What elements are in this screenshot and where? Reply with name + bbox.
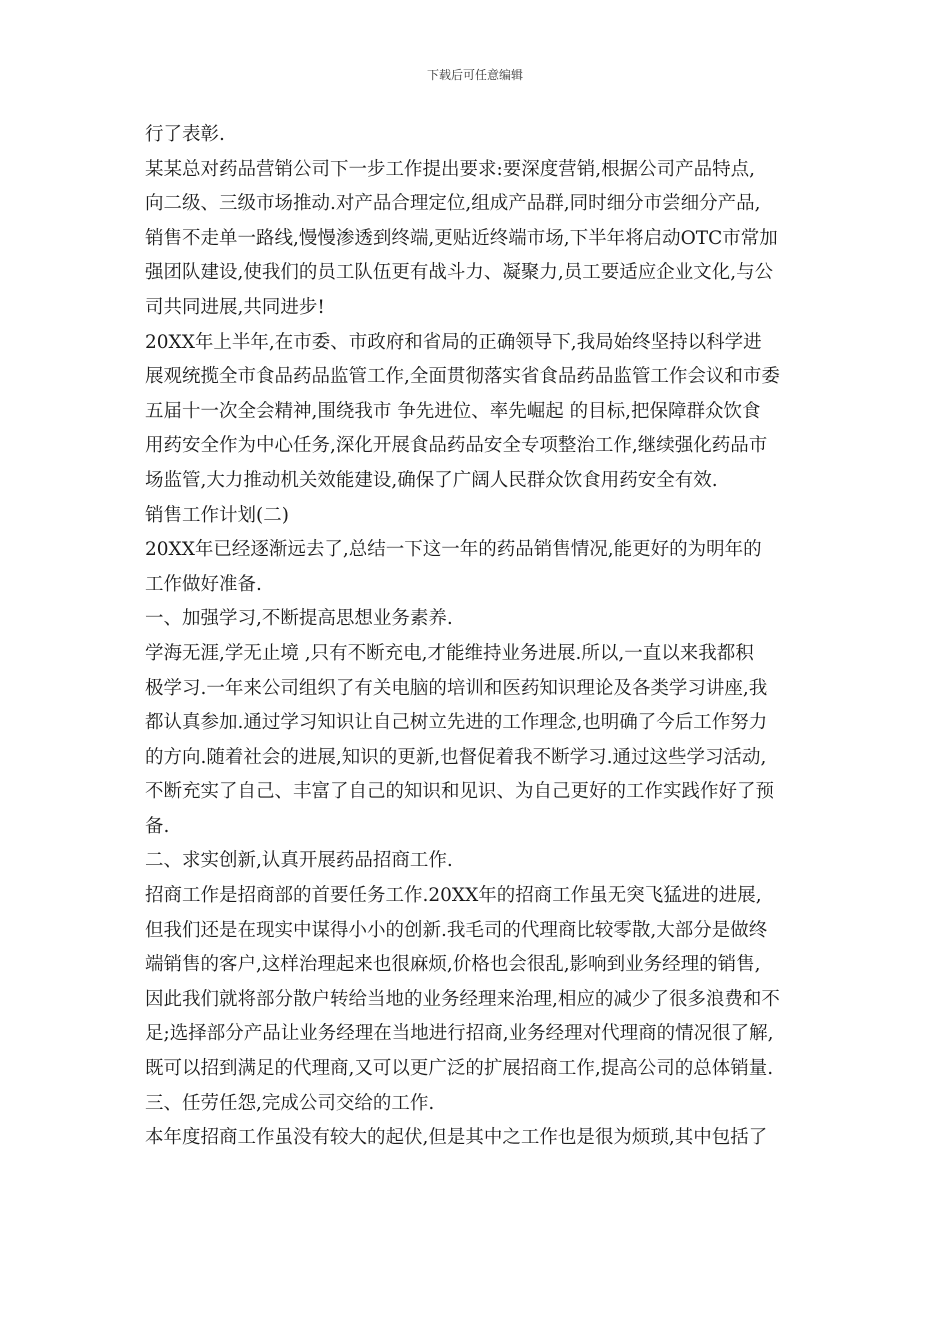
text-line: 但我们还是在现实中谋得小小的创新.我毛司的代理商比较零散,大部分是做终 — [145, 919, 768, 941]
section-heading: 三、任劳任怨,完成公司交给的工作. — [145, 1092, 435, 1114]
text-line: 极学习.一年来公司组织了有关电脑的培训和医药知识理论及各类学习讲座,我 — [145, 677, 768, 699]
document-body — [145, 118, 810, 1156]
text-line: 既可以招到满足的代理商,又可以更广泛的扩展招商工作,提高公司的总体销量. — [145, 1058, 774, 1080]
section-heading: 销售工作计划(二) — [145, 504, 289, 526]
text-line: 展观统揽全市食品药品监管工作,全面贯彻落实省食品药品监管工作会议和市委 — [145, 366, 780, 388]
text-line: 工作做好准备. — [145, 573, 262, 595]
text-line: 备. — [145, 815, 170, 837]
text-line: 因此我们就将部分散户转给当地的业务经理来治理,相应的减少了很多浪费和不 — [145, 988, 780, 1010]
section-heading: 二、求实创新,认真开展药品招商工作. — [145, 850, 453, 872]
text-line: 都认真参加.通过学习知识让自己树立先进的工作理念,也明确了今后工作努力 — [145, 712, 768, 734]
text-line: 五届十一次全会精神,围绕我市 争先进位、率先崛起 的目标,把保障群众饮食 — [145, 400, 761, 422]
text-line: 向二级、三级市场推动.对产品合理定位,组成产品群,同时细分市尝细分产品, — [145, 193, 761, 215]
text-line: 场监管,大力推动机关效能建设,确保了广阔人民群众饮食用药安全有效. — [145, 469, 718, 491]
text-line: 20XX年已经逐渐远去了,总结一下这一年的药品销售情况,能更好的为明年的 — [145, 539, 762, 561]
text-line: 的方向.随着社会的进展,知识的更新,也督促着我不断学习.通过这些学习活动, — [145, 746, 767, 768]
text-line: 用药安全作为中心任务,深化开展食品药品安全专项整治工作,继续强化药品市 — [145, 435, 768, 457]
text-line: 司共同进展,共同进步! — [145, 296, 325, 318]
text-line: 不断充实了自己、丰富了自己的知识和见识、为自己更好的工作实践作好了预 — [145, 781, 775, 803]
text-line: 招商工作是招商部的首要任务工作.20XX年的招商工作虽无突飞猛进的进展, — [145, 885, 762, 907]
text-line: 足;选择部分产品让业务经理在当地进行招商,业务经理对代理商的情况很了解, — [145, 1023, 774, 1045]
text-line: 学海无涯,学无止境 ,只有不断充电,才能维持业务进展.所以,一直以来我都积 — [145, 642, 754, 664]
text-line: 某某总对药品营销公司下一步工作提出要求:要深度营销,根据公司产品特点, — [145, 158, 755, 180]
text-line: 强团队建设,使我们的员工队伍更有战斗力、凝聚力,员工要适应企业文化,与公 — [145, 262, 774, 284]
text-line: 20XX年上半年,在市委、市政府和省局的正确领导下,我局始终坚持以科学进 — [145, 331, 762, 353]
page-header-note: 下载后可任意编辑 — [426, 68, 523, 82]
text-line: 本年度招商工作虽没有较大的起伏,但是其中之工作也是很为烦琐,其中包括了 — [145, 1127, 768, 1149]
section-heading: 一、加强学习,不断提高思想业务素养. — [145, 608, 453, 630]
text-line: 销售不走单一路线,慢慢渗透到终端,更贴近终端市场,下半年将启动OTC市常加 — [145, 227, 778, 249]
text-line: 端销售的客户,这样治理起来也很麻烦,价格也会很乱,影响到业务经理的销售, — [145, 954, 761, 976]
text-line: 行了表彰. — [145, 124, 225, 145]
